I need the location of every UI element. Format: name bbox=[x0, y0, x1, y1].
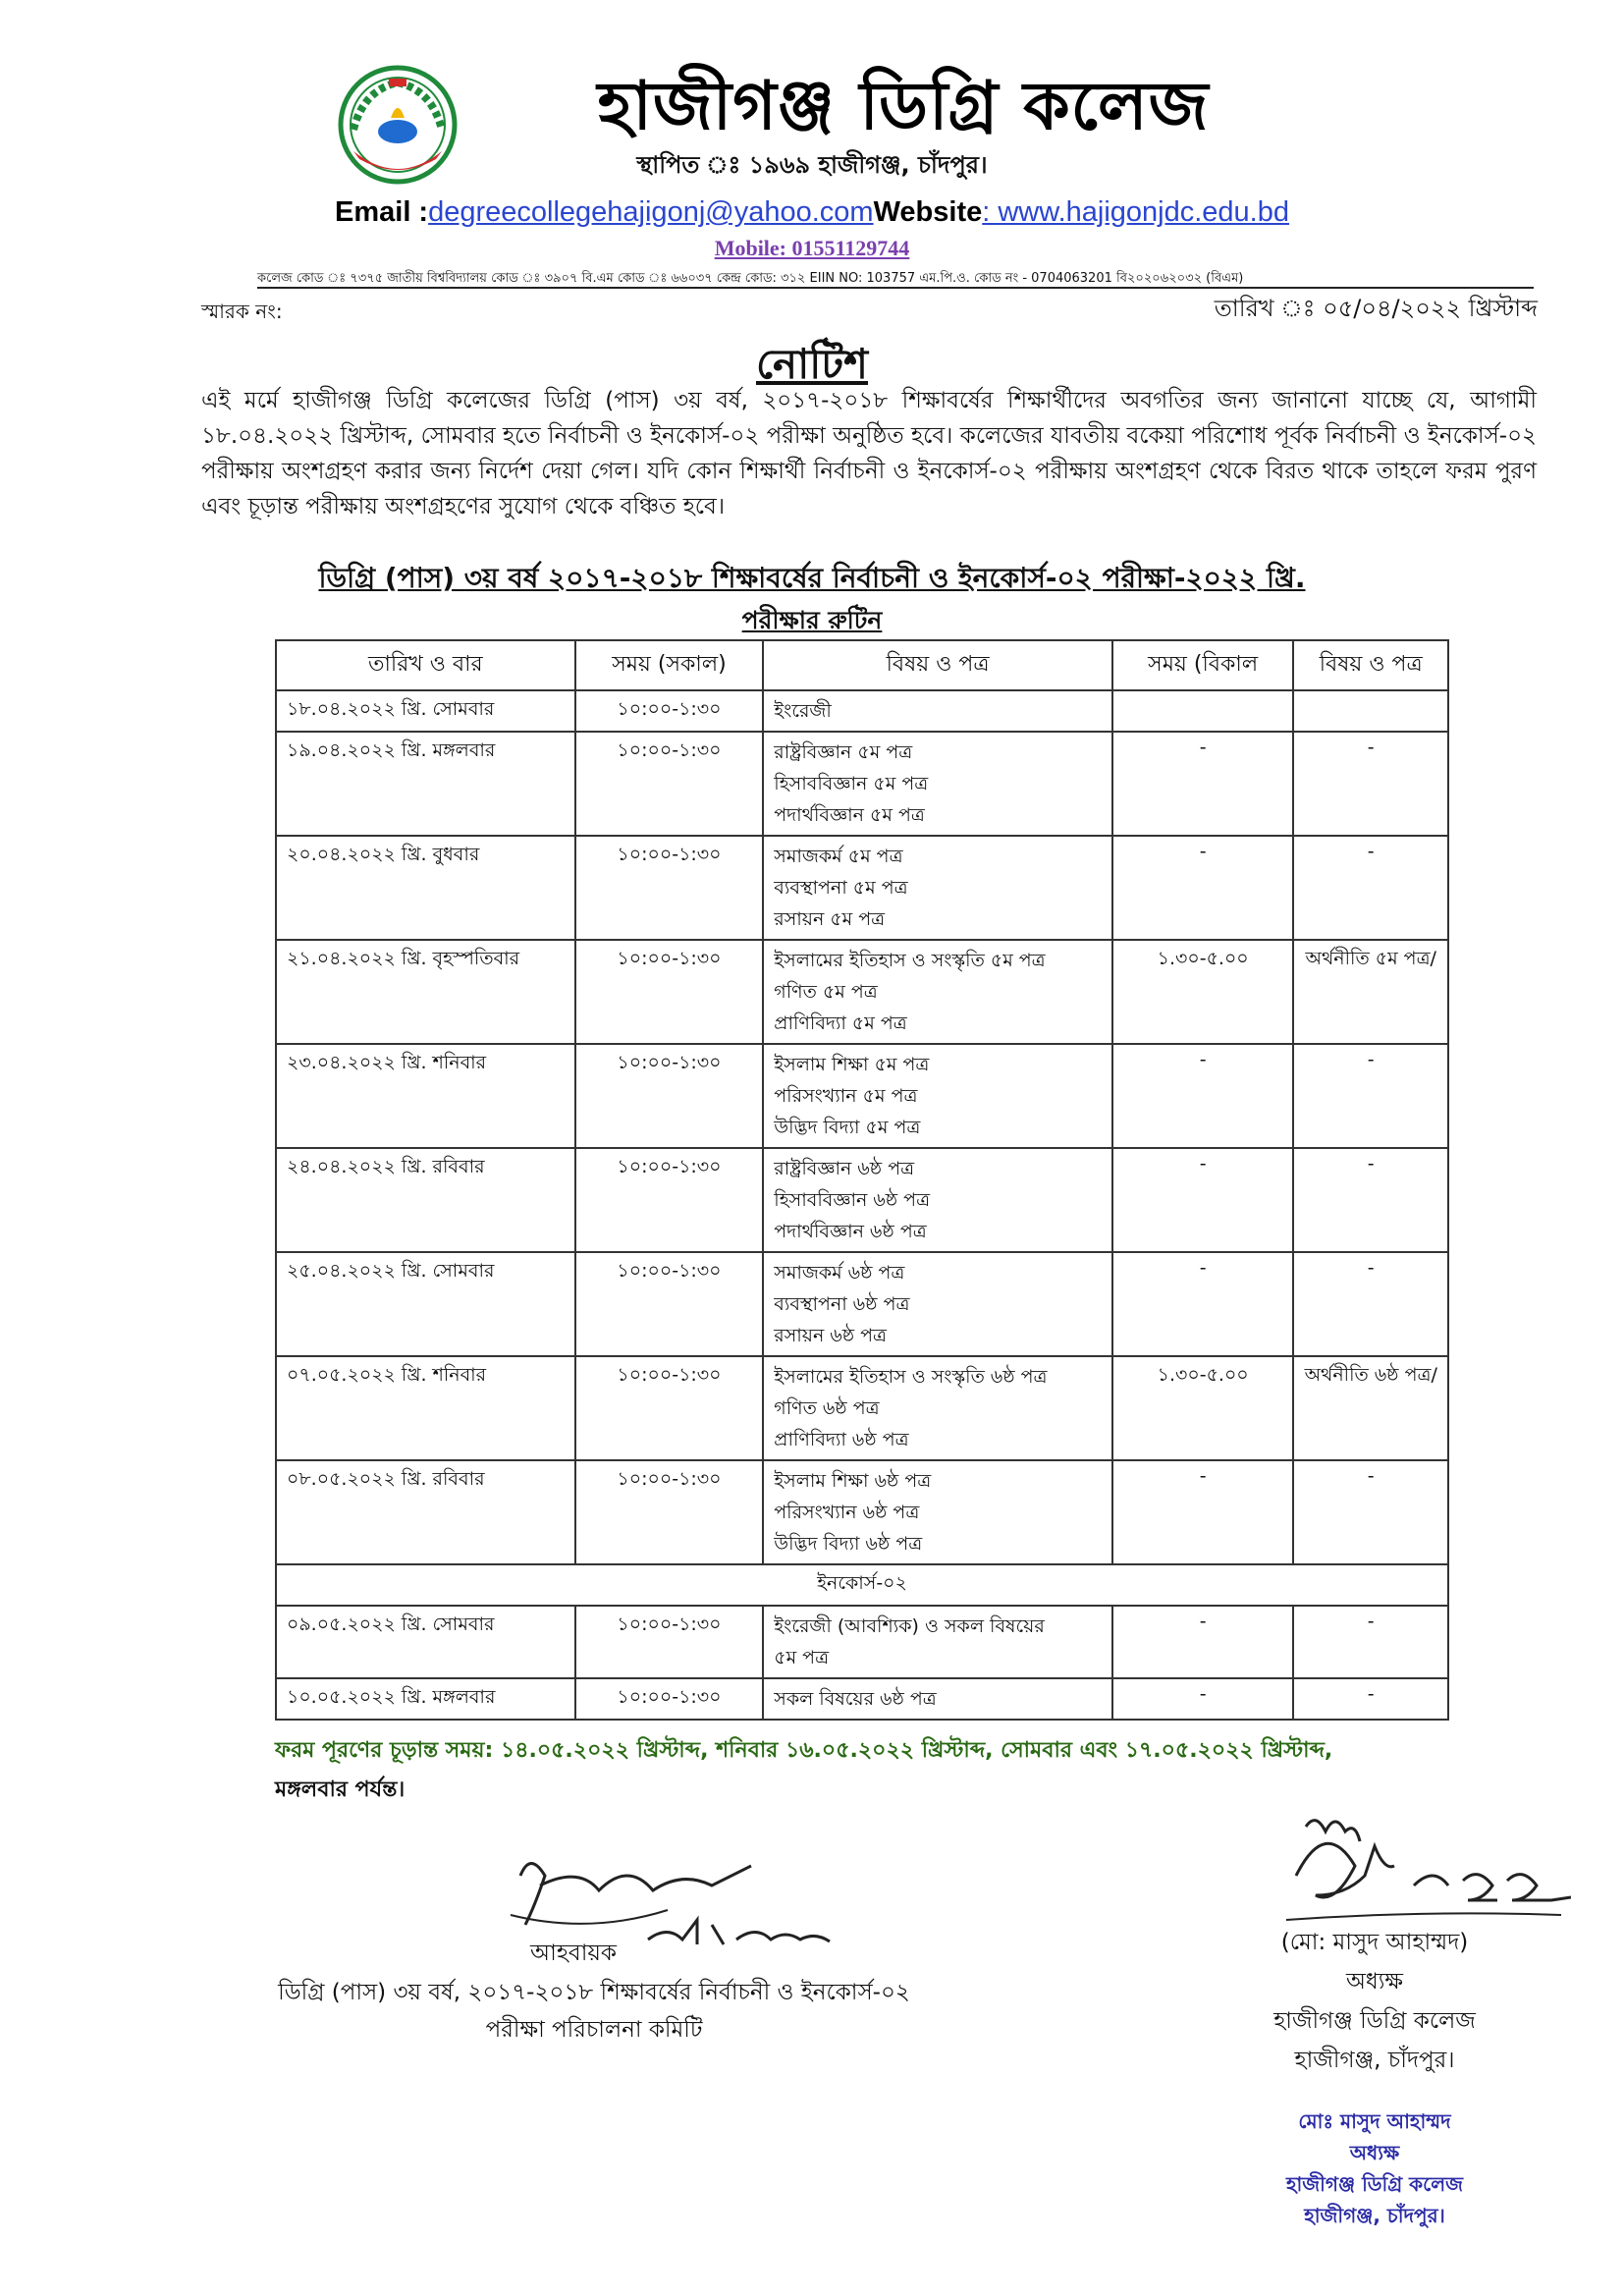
morning-subjects-cell bbox=[763, 1044, 1112, 1148]
table-body bbox=[276, 690, 1448, 1720]
principal-name: (মো: মাসুদ আহাম্মদ) bbox=[1280, 1930, 1469, 1955]
afternoon-time-cell: - bbox=[1112, 836, 1294, 940]
exam-date-cell: ২৩.০৪.২০২২ খ্রি. শনিবার bbox=[276, 1044, 575, 1148]
table-row bbox=[276, 1678, 1448, 1720]
exam-routine-table bbox=[275, 639, 1449, 1721]
principal-seal-stamp bbox=[1213, 2105, 1537, 2231]
afternoon-time-cell: - bbox=[1112, 1148, 1294, 1252]
subject-line: ইংরেজী bbox=[774, 700, 832, 722]
afternoon-time-cell: ১.৩০-৫.০০ bbox=[1112, 1356, 1294, 1460]
afternoon-time-cell: - bbox=[1112, 732, 1294, 836]
exam-date-cell: ১৮.০৪.২০২২ খ্রি. সোমবার bbox=[276, 690, 575, 732]
subject-line: গণিত ৬ষ্ঠ পত্র bbox=[774, 1397, 880, 1419]
morning-time-cell: ১০:০০-১:৩০ bbox=[575, 1356, 764, 1460]
morning-time-cell: ১০:০০-১:৩০ bbox=[575, 1606, 764, 1678]
morning-time-cell: ১০:০০-১:৩০ bbox=[575, 1252, 764, 1356]
header-divider bbox=[257, 287, 1534, 289]
stamp-college: হাজীগঞ্জ ডিগ্রি কলেজ bbox=[1285, 2172, 1463, 2196]
established-line: স্থাপিত ঃ ১৯৬৯ হাজীগঞ্জ, চাঁদপুর। bbox=[636, 151, 988, 179]
website-label: Website bbox=[873, 196, 983, 228]
morning-subjects-cell bbox=[763, 1678, 1112, 1720]
afternoon-time-cell: - bbox=[1112, 1460, 1294, 1564]
contact-line bbox=[0, 196, 1624, 229]
column-header: তারিখ ও বার bbox=[276, 640, 575, 690]
exam-date-cell: ২৫.০৪.২০২২ খ্রি. সোমবার bbox=[276, 1252, 575, 1356]
afternoon-subject-cell: - bbox=[1293, 732, 1448, 836]
table-row bbox=[276, 1252, 1448, 1356]
exam-date-cell: ১৯.০৪.২০২২ খ্রি. মঙ্গলবার bbox=[276, 732, 575, 836]
morning-time-cell: ১০:০০-১:৩০ bbox=[575, 836, 764, 940]
website-link[interactable]: : www.hajigonjdc.edu.bd bbox=[982, 196, 1289, 228]
morning-time-cell: ১০:০০-১:৩০ bbox=[575, 1678, 764, 1720]
exam-date-cell: ২০.০৪.২০২২ খ্রি. বুধবার bbox=[276, 836, 575, 940]
principal-block bbox=[1198, 1923, 1551, 2080]
deadline-highlight: ফরম পূরণের চূড়ান্ত সময়: ১৪.০৫.২০২২ খ্রিস্টাব্দ, শনিবার ১৬.০৫.২০২২ খ্রিস্টাব্দ, সোমবার এবং ১৭.০৫.২০২২ খ্রিস্টাব্দ, bbox=[275, 1738, 1333, 1763]
form-fillup-deadline bbox=[275, 1731, 1492, 1810]
morning-subjects-cell bbox=[763, 1356, 1112, 1460]
afternoon-subject-cell: অর্থনীতি ৫ম পত্র/ bbox=[1293, 940, 1448, 1044]
morning-subjects-cell bbox=[763, 732, 1112, 836]
afternoon-subject-cell: অর্থনীতি ৬ষ্ঠ পত্র/ bbox=[1293, 1356, 1448, 1460]
stamp-place: হাজীগঞ্জ, চাঁদপুর। bbox=[1304, 2204, 1445, 2227]
subject-line: সমাজকর্ম ৫ম পত্র bbox=[774, 846, 903, 867]
subject-line: ইসলাম শিক্ষা ৫ম পত্র bbox=[774, 1054, 930, 1075]
column-header: বিষয় ও পত্র bbox=[763, 640, 1112, 690]
table-row bbox=[276, 1148, 1448, 1252]
morning-subjects-cell bbox=[763, 690, 1112, 732]
morning-time-cell: ১০:০০-১:৩০ bbox=[575, 1460, 764, 1564]
subject-line: হিসাববিজ্ঞান ৫ম পত্র bbox=[774, 773, 929, 794]
subject-line: ইসলামের ইতিহাস ও সংস্কৃতি ৫ম পত্র bbox=[774, 950, 1046, 971]
afternoon-subject-cell bbox=[1293, 690, 1448, 732]
subject-line: ইসলাম শিক্ষা ৬ষ্ঠ পত্র bbox=[774, 1470, 932, 1492]
exam-date-cell: ০৯.০৫.২০২২ খ্রি. সোমবার bbox=[276, 1606, 575, 1678]
stamp-title: অধ্যক্ষ bbox=[1349, 2141, 1400, 2164]
afternoon-subject-cell: - bbox=[1293, 1678, 1448, 1720]
subject-line: সমাজকর্ম ৬ষ্ঠ পত্র bbox=[774, 1262, 905, 1284]
subject-line: পরিসংখ্যান ৫ম পত্র bbox=[774, 1085, 918, 1107]
institution-codes: কলেজ কোড ঃ ৭৩৭৫ জাতীয় বিশ্ববিদ্যালয় কোড ঃ ৩৯০৭ বি.এম কোড ঃ ৬৬০৩৭ কেন্দ্র কোড: ৩১২ EIIN NO: 103757 এম.পি.ও. কোড নং - 0704063201 বি২০২০৬২০৩২ (বিএম) bbox=[257, 271, 1244, 286]
subject-line: পদার্থবিজ্ঞান ৬ষ্ঠ পত্র bbox=[774, 1221, 927, 1242]
table-row bbox=[276, 940, 1448, 1044]
subject-line: পদার্থবিজ্ঞান ৫ম পত্র bbox=[774, 804, 925, 826]
morning-subjects-cell bbox=[763, 836, 1112, 940]
subject-line: উদ্ভিদ বিদ্যা ৬ষ্ঠ পত্র bbox=[774, 1533, 923, 1555]
column-header: বিষয় ও পত্র bbox=[1293, 640, 1448, 690]
afternoon-subject-cell: - bbox=[1293, 1148, 1448, 1252]
subject-line: রাষ্ট্রবিজ্ঞান ৬ষ্ঠ পত্র bbox=[774, 1158, 915, 1179]
morning-time-cell: ১০:০০-১:৩০ bbox=[575, 732, 764, 836]
afternoon-time-cell: - bbox=[1112, 1678, 1294, 1720]
exam-date-cell: ০৮.০৫.২০২২ খ্রি. রবিবার bbox=[276, 1460, 575, 1564]
exam-title: ডিগ্রি (পাস) ৩য় বর্ষ ২০১৭-২০১৮ শিক্ষাবর্ষের নির্বাচনী ও ইনকোর্স-০২ পরীক্ষা-২০২২ খ্রি. bbox=[318, 562, 1306, 594]
afternoon-time-cell bbox=[1112, 690, 1294, 732]
section-row bbox=[276, 1564, 1448, 1606]
morning-subjects-cell bbox=[763, 940, 1112, 1044]
subject-line: পরিসংখ্যান ৬ষ্ঠ পত্র bbox=[774, 1502, 920, 1523]
notice-body: এই মর্মে হাজীগঞ্জ ডিগ্রি কলেজের ডিগ্রি (পাস) ৩য় বর্ষ, ২০১৭-২০১৮ শিক্ষাবর্ষের শিক্ষার্থীদের অবগতির জন্য জানানো যাচ্ছে যে, আগামী ১৮.০৪.২০২২ খ্রিস্টাব্দ, সোমবার হতে নির্বাচনী ও ইনকোর্স-০২ পরীক্ষা অনুষ্ঠিত হবে। কলেজের যাবতীয় বকেয়া পরিশোধ পূর্বক নির্বাচনী ও ইনকোর্স-০২ পরীক্ষায় অংশগ্রহণ করার জন্য নির্দেশ দেয়া গেল। যদি কোন শিক্ষার্থী নির্বাচনী ও ইনকোর্স-০২ পরীক্ষায় অংশগ্রহণ থেকে বিরত থাকে তাহলে ফরম পুরণ এবং চূড়ান্ত পরীক্ষায় অংশগ্রহণের সুযোগ থেকে বঞ্চিত হবে। bbox=[201, 388, 1537, 519]
afternoon-time-cell: - bbox=[1112, 1252, 1294, 1356]
subject-line: ইংরেজী (আবশ্যিক) ও সকল বিষয়ের bbox=[774, 1615, 1045, 1637]
subject-line: ব্যবস্থাপনা ৬ষ্ঠ পত্র bbox=[774, 1293, 910, 1315]
afternoon-subject-cell: - bbox=[1293, 1252, 1448, 1356]
convener-label: আহবায়ক bbox=[530, 1941, 618, 1966]
email-label: Email : bbox=[335, 196, 429, 228]
subject-line: ৫ম পত্র bbox=[774, 1647, 830, 1668]
afternoon-time-cell: - bbox=[1112, 1606, 1294, 1678]
morning-subjects-cell bbox=[763, 1148, 1112, 1252]
subject-line: রাষ্ট্রবিজ্ঞান ৫ম পত্র bbox=[774, 741, 913, 763]
table-row bbox=[276, 836, 1448, 940]
exam-date-cell: ২১.০৪.২০২২ খ্রি. বৃহস্পতিবার bbox=[276, 940, 575, 1044]
subject-line: রসায়ন ৫ম পত্র bbox=[774, 908, 886, 930]
subject-line: প্রাণিবিদ্যা ৫ম পত্র bbox=[774, 1012, 907, 1034]
notice-title: নোটিশ bbox=[755, 340, 869, 388]
committee-line: ডিগ্রি (পাস) ৩য় বর্ষ, ২০১৭-২০১৮ শিক্ষাবর্ষের নির্বাচনী ও ইনকোর্স-০২ bbox=[278, 1980, 910, 2005]
subject-line: ইসলামের ইতিহাস ও সংস্কৃতি ৬ষ্ঠ পত্র bbox=[774, 1366, 1048, 1388]
committee-line: পরীক্ষা পরিচালনা কমিটি bbox=[485, 2017, 703, 2043]
morning-subjects-cell bbox=[763, 1460, 1112, 1564]
memo-number: স্মারক নং: bbox=[201, 300, 283, 323]
email-link[interactable]: degreecollegehajigonj@yahoo.com bbox=[428, 196, 874, 228]
mobile-number: Mobile: 01551129744 bbox=[714, 236, 910, 260]
afternoon-subject-cell: - bbox=[1293, 1606, 1448, 1678]
subject-line: হিসাববিজ্ঞান ৬ষ্ঠ পত্র bbox=[774, 1189, 931, 1211]
afternoon-subject-cell: - bbox=[1293, 1460, 1448, 1564]
subject-line: রসায়ন ৬ষ্ঠ পত্র bbox=[774, 1325, 887, 1346]
committee-block bbox=[0, 1974, 1188, 2049]
principal-title: অধ্যক্ষ bbox=[1345, 1969, 1404, 1995]
subject-line: ব্যবস্থাপনা ৫ম পত্র bbox=[774, 877, 908, 899]
table-row bbox=[276, 1044, 1448, 1148]
table-row bbox=[276, 1356, 1448, 1460]
morning-time-cell: ১০:০০-১:৩০ bbox=[575, 1044, 764, 1148]
table-header-row bbox=[276, 640, 1448, 690]
afternoon-time-cell: - bbox=[1112, 1044, 1294, 1148]
exam-date-cell: ০৭.০৫.২০২২ খ্রি. শনিবার bbox=[276, 1356, 575, 1460]
afternoon-time-cell: ১.৩০-৫.০০ bbox=[1112, 940, 1294, 1044]
morning-subjects-cell bbox=[763, 1606, 1112, 1678]
exam-date-cell: ১০.০৫.২০২২ খ্রি. মঙ্গলবার bbox=[276, 1678, 575, 1720]
subject-line: গণিত ৫ম পত্র bbox=[774, 981, 878, 1003]
subject-line: সকল বিষয়ের ৬ষ্ঠ পত্র bbox=[774, 1688, 937, 1710]
subject-line: প্রাণিবিদ্যা ৬ষ্ঠ পত্র bbox=[774, 1429, 909, 1450]
principal-signature bbox=[1267, 1807, 1571, 1935]
table-row bbox=[276, 1460, 1448, 1564]
morning-subjects-cell bbox=[763, 1252, 1112, 1356]
column-header: সময় (বিকাল bbox=[1112, 640, 1294, 690]
incourse-section-label: ইনকোর্স-০২ bbox=[276, 1564, 1448, 1606]
deadline-rest: মঙ্গলবার পর্যন্ত। bbox=[275, 1777, 406, 1802]
principal-college: হাজীগঞ্জ ডিগ্রি কলেজ bbox=[1273, 2008, 1476, 2034]
principal-place: হাজীগঞ্জ, চাঁদপুর। bbox=[1294, 2048, 1455, 2073]
notice-date: তারিখ ঃ ০৫/০৪/২০২২ খ্রিস্টাব্দ bbox=[1214, 295, 1538, 322]
routine-title: পরীক্ষার রুটিন bbox=[741, 606, 883, 634]
morning-time-cell: ১০:০০-১:৩০ bbox=[575, 1148, 764, 1252]
table-row bbox=[276, 732, 1448, 836]
exam-date-cell: ২৪.০৪.২০২২ খ্রি. রবিবার bbox=[276, 1148, 575, 1252]
subject-line: উদ্ভিদ বিদ্যা ৫ম পত্র bbox=[774, 1117, 921, 1138]
college-name: হাজীগঞ্জ ডিগ্রি কলেজ bbox=[597, 67, 1210, 145]
table-row bbox=[276, 690, 1448, 732]
afternoon-subject-cell: - bbox=[1293, 836, 1448, 940]
morning-time-cell: ১০:০০-১:৩০ bbox=[575, 690, 764, 732]
stamp-name: মোঃ মাসুদ আহাম্মদ bbox=[1298, 2109, 1451, 2133]
table-row bbox=[276, 1606, 1448, 1678]
afternoon-subject-cell: - bbox=[1293, 1044, 1448, 1148]
column-header: সময় (সকাল) bbox=[575, 640, 764, 690]
morning-time-cell: ১০:০০-১:৩০ bbox=[575, 940, 764, 1044]
